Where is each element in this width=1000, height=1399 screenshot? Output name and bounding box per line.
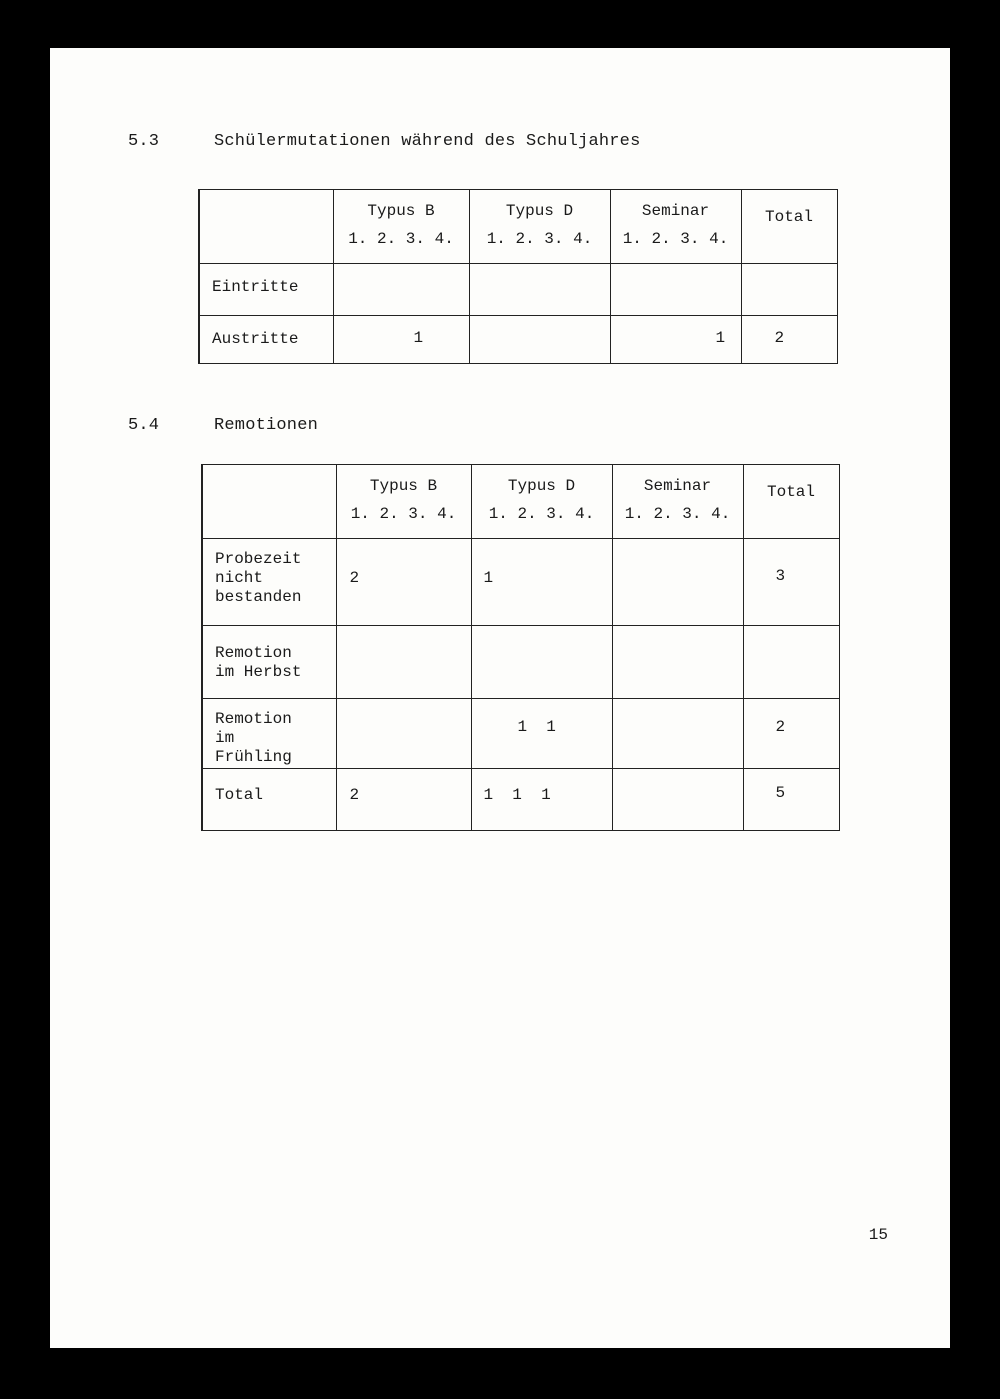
cell-typus-d: 1 (471, 539, 612, 626)
header-typus-d: Typus D 1. 2. 3. 4. (469, 190, 610, 264)
cell-typus-d: 1 1 (471, 699, 612, 769)
cell-typus-b: 2 (336, 769, 471, 831)
cell-typus-d (471, 626, 612, 699)
row-label-cell: Total (202, 769, 336, 831)
section-title: Remotionen (214, 416, 319, 435)
header-empty-cell (202, 465, 336, 539)
table-row (202, 699, 839, 769)
cell-typus-b (336, 626, 471, 699)
header-typus-b: Typus B 1. 2. 3. 4. (336, 465, 471, 539)
row-label-cell: Probezeit nicht bestanden (202, 539, 336, 626)
cell-typus-d (469, 316, 610, 364)
section-title: Schülermutationen während des Schuljahres (214, 132, 641, 151)
table-row (199, 264, 837, 316)
table-row (202, 539, 839, 626)
cell-typus-d: 1 1 1 (471, 769, 612, 831)
table-header-row (199, 190, 837, 264)
header-total: Total (741, 190, 837, 264)
cell-total (743, 626, 839, 699)
header-seminar: Seminar 1. 2. 3. 4. (610, 190, 741, 264)
cell-typus-b: 2 (336, 539, 471, 626)
cell-seminar (612, 769, 743, 831)
cell-seminar (612, 699, 743, 769)
cell-seminar (612, 626, 743, 699)
cell-seminar (612, 539, 743, 626)
row-label-cell: Austritte (199, 316, 333, 364)
cell-typus-d (469, 264, 610, 316)
cell-typus-b: 1 (333, 316, 469, 364)
table-remotionen (201, 464, 840, 831)
cell-total: 2 (741, 316, 837, 364)
table-header-row (202, 465, 839, 539)
cell-seminar: 1 (610, 316, 741, 364)
cell-total (741, 264, 837, 316)
header-total: Total (743, 465, 839, 539)
header-empty-cell (199, 190, 333, 264)
page-number: 15 (868, 1226, 888, 1244)
section-number: 5.4 (128, 416, 160, 435)
cell-total: 2 (743, 699, 839, 769)
cell-total: 5 (743, 769, 839, 831)
header-typus-b: Typus B 1. 2. 3. 4. (333, 190, 469, 264)
table-row (202, 626, 839, 699)
table-row (202, 769, 839, 831)
header-typus-d: Typus D 1. 2. 3. 4. (471, 465, 612, 539)
cell-typus-b (333, 264, 469, 316)
row-label-cell: Eintritte (199, 264, 333, 316)
cell-total: 3 (743, 539, 839, 626)
section-number: 5.3 (128, 132, 160, 151)
cell-seminar (610, 264, 741, 316)
document-page (50, 48, 950, 1348)
row-label-cell: Remotion im Herbst (202, 626, 336, 699)
table-row (199, 316, 837, 364)
row-label-cell: Remotion im Frühling (202, 699, 336, 769)
header-seminar: Seminar 1. 2. 3. 4. (612, 465, 743, 539)
cell-typus-b (336, 699, 471, 769)
table-schuelermutationen (198, 189, 838, 364)
